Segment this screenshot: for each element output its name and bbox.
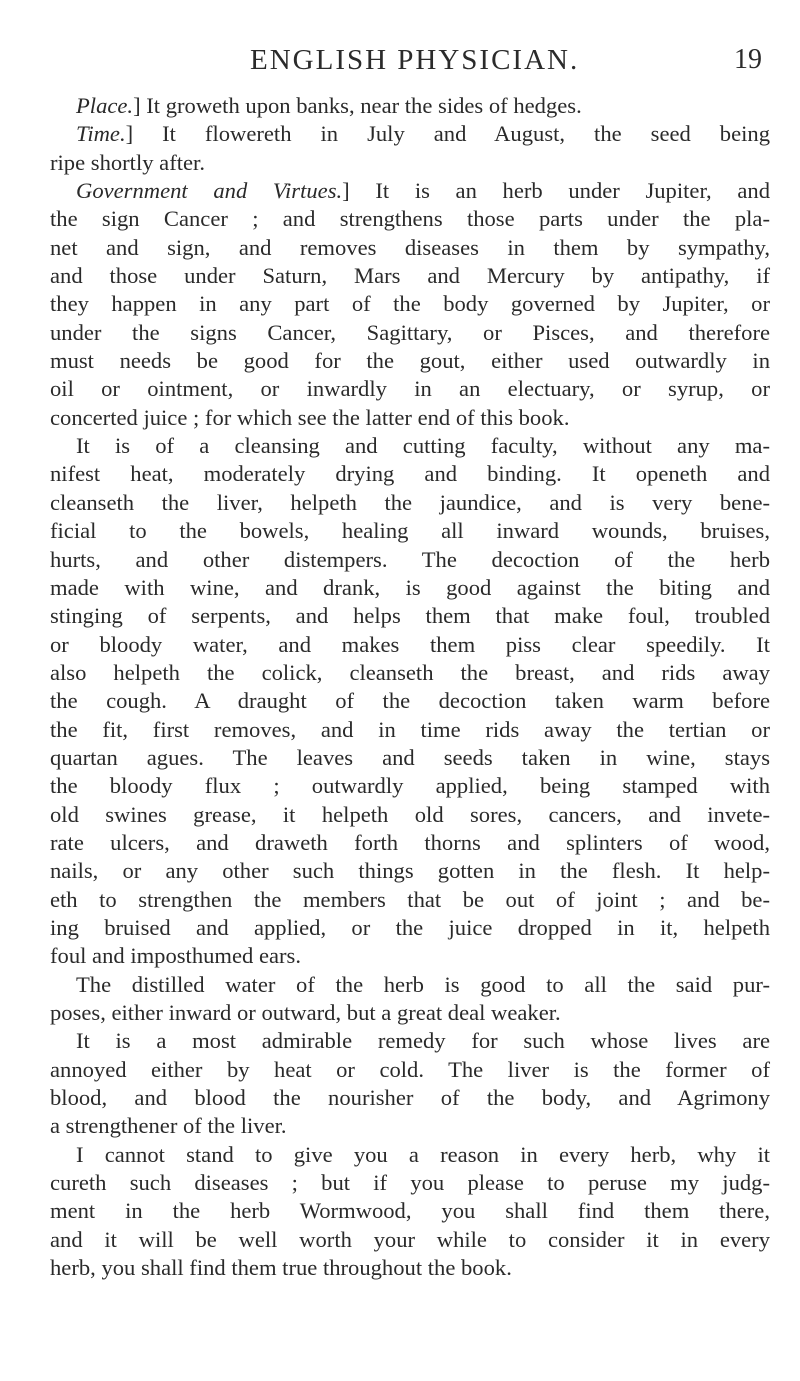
line-text: ment in the herb Wormwood, you shall find them there, bbox=[50, 1198, 770, 1224]
text-line bbox=[50, 375, 770, 403]
text-line bbox=[50, 1141, 770, 1169]
text-line bbox=[50, 234, 770, 262]
text-line bbox=[50, 404, 770, 432]
paragraph-lead-heading: Time. bbox=[76, 121, 126, 147]
text-line bbox=[50, 149, 770, 177]
text-line bbox=[50, 432, 770, 460]
text-line bbox=[50, 631, 770, 659]
line-text: the fit, first removes, and in time rids away the tertian or bbox=[50, 716, 770, 742]
line-text: ing bruised and applied, or the juice dropped in it, helpeth bbox=[50, 914, 770, 940]
text-line bbox=[50, 489, 770, 517]
text-line bbox=[50, 772, 770, 800]
text-line bbox=[50, 942, 770, 970]
line-text: It is of a cleansing and cutting faculty, without any ma- bbox=[76, 433, 770, 459]
line-text: foul and imposthumed ears. bbox=[50, 943, 301, 969]
text-line bbox=[50, 999, 770, 1027]
line-text: annoyed either by heat or cold. The liver is the former of bbox=[50, 1056, 770, 1082]
line-text: nails, or any other such things gotten in the flesh. It help- bbox=[50, 858, 770, 884]
line-text: the bloody flux ; outwardly applied, being stamped with bbox=[50, 773, 770, 799]
line-text: oil or ointment, or inwardly in an electuary, or syrup, or bbox=[50, 376, 770, 402]
text-line bbox=[50, 1254, 770, 1282]
line-text: must needs be good for the gout, either used outwardly in bbox=[50, 348, 770, 374]
body-text bbox=[50, 92, 770, 1282]
text-line bbox=[50, 1056, 770, 1084]
line-text: under the signs Cancer, Sagittary, or Pisces, and therefore bbox=[50, 319, 770, 345]
text-line bbox=[50, 574, 770, 602]
line-text: also helpeth the colick, cleanseth the breast, and rids away bbox=[50, 659, 770, 685]
paragraph-lead-heading: Place. bbox=[76, 93, 134, 118]
line-text: eth to strengthen the members that be out of joint ; and be- bbox=[50, 886, 770, 912]
text-line bbox=[50, 177, 770, 205]
text-line bbox=[50, 886, 770, 914]
text-line bbox=[50, 1169, 770, 1197]
line-text: ripe shortly after. bbox=[50, 149, 205, 175]
text-line bbox=[50, 1226, 770, 1254]
text-line bbox=[50, 602, 770, 630]
text-line bbox=[50, 829, 770, 857]
line-text: a strengthener of the liver. bbox=[50, 1113, 287, 1139]
text-line bbox=[50, 92, 770, 120]
text-line bbox=[50, 1197, 770, 1225]
page-number: 19 bbox=[734, 44, 762, 75]
text-line bbox=[50, 262, 770, 290]
text-line bbox=[50, 716, 770, 744]
line-text: and those under Saturn, Mars and Mercury by antipathy, if bbox=[50, 263, 770, 289]
text-line bbox=[50, 687, 770, 715]
line-text: hurts, and other distempers. The decoction of the herb bbox=[50, 546, 770, 572]
running-head bbox=[250, 44, 770, 84]
line-text: or bloody water, and makes them piss clear speedily. It bbox=[50, 631, 770, 657]
text-line bbox=[50, 290, 770, 318]
text-line bbox=[50, 659, 770, 687]
line-text: blood, and blood the nourisher of the body, and Agrimony bbox=[50, 1085, 770, 1111]
line-text: poses, either inward or outward, but a great deal weaker. bbox=[50, 1000, 561, 1025]
text-line bbox=[50, 971, 770, 999]
line-text: I cannot stand to give you a reason in every herb, why it bbox=[76, 1141, 770, 1167]
line-text: they happen in any part of the body governed by Jupiter, or bbox=[50, 291, 770, 317]
line-text: concerted juice ; for which see the latter end of this book. bbox=[50, 404, 570, 430]
text-line bbox=[50, 347, 770, 375]
line-text: quartan agues. The leaves and seeds taken in wine, stays bbox=[50, 744, 770, 770]
line-text: ] It is an herb under Jupiter, and bbox=[342, 178, 770, 204]
text-line bbox=[50, 460, 770, 488]
text-line bbox=[50, 914, 770, 942]
text-line bbox=[50, 801, 770, 829]
paragraph-lead-heading: Government and Virtues. bbox=[76, 178, 343, 204]
text-line bbox=[50, 857, 770, 885]
line-text: made with wine, and drank, is good against the biting and bbox=[50, 574, 770, 600]
line-text: rate ulcers, and draweth forth thorns and splinters of wood, bbox=[50, 829, 770, 855]
line-text: ficial to the bowels, healing all inward wounds, bruises, bbox=[50, 518, 770, 544]
line-text: herb, you shall find them true throughout the book. bbox=[50, 1255, 512, 1281]
line-text: net and sign, and removes diseases in them by sympathy, bbox=[50, 234, 770, 260]
text-line bbox=[50, 546, 770, 574]
line-text: ] It groweth upon banks, near the sides of hedges. bbox=[133, 93, 582, 118]
running-title: ENGLISH PHYSICIAN. bbox=[250, 44, 580, 76]
line-text: and it will be well worth your while to consider it in every bbox=[50, 1226, 770, 1252]
line-text: ] It flowereth in July and August, the seed being bbox=[125, 121, 770, 147]
text-line bbox=[50, 1112, 770, 1140]
line-text: the cough. A draught of the decoction taken warm before bbox=[50, 688, 770, 714]
text-line bbox=[50, 517, 770, 545]
line-text: stinging of serpents, and helps them that make foul, troubled bbox=[50, 603, 770, 629]
line-text: cureth such diseases ; but if you please to peruse my judg- bbox=[50, 1170, 770, 1196]
text-line bbox=[50, 1084, 770, 1112]
line-text: the sign Cancer ; and strengthens those parts under the pla- bbox=[50, 206, 770, 232]
text-line bbox=[50, 1027, 770, 1055]
line-text: nifest heat, moderately drying and binding. It openeth and bbox=[50, 461, 770, 487]
line-text: old swines grease, it helpeth old sores, cancers, and invete- bbox=[50, 801, 770, 827]
line-text: It is a most admirable remedy for such whose lives are bbox=[76, 1028, 770, 1054]
line-text: cleanseth the liver, helpeth the jaundice, and is very bene- bbox=[50, 489, 770, 515]
text-line bbox=[50, 319, 770, 347]
text-line bbox=[50, 120, 770, 148]
text-line bbox=[50, 205, 770, 233]
line-text: The distilled water of the herb is good to all the said pur- bbox=[76, 971, 770, 997]
text-line bbox=[50, 744, 770, 772]
